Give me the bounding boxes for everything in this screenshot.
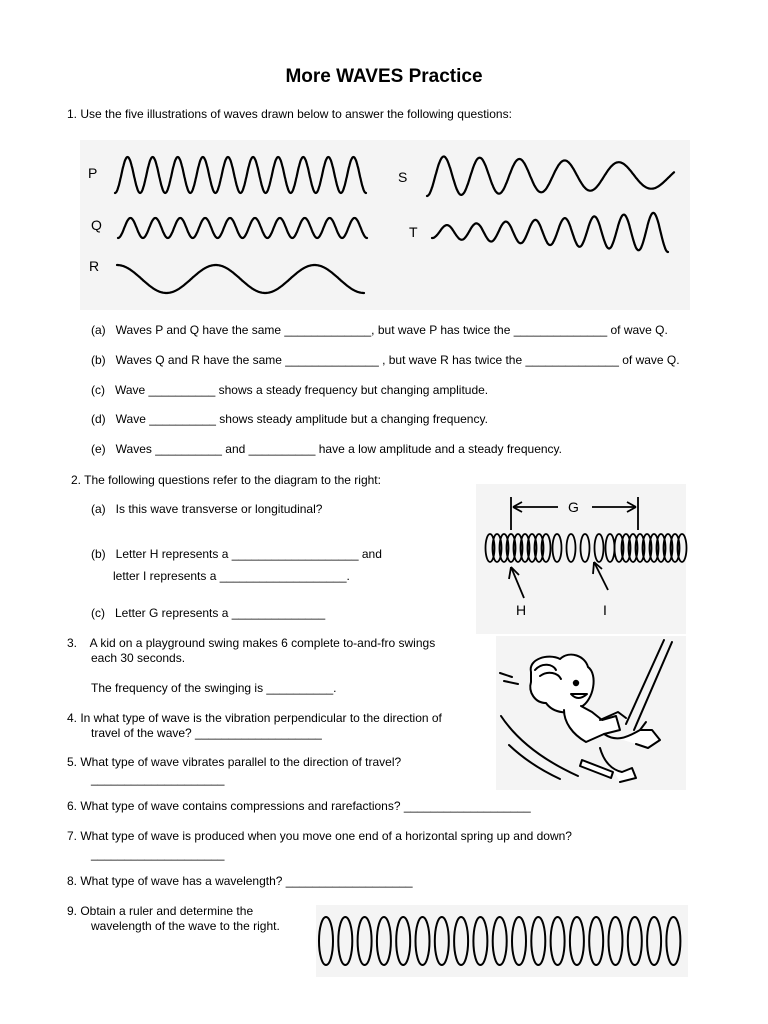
q8-line1: 8. What type of wave has a wavelength? ___________________ (67, 874, 413, 888)
q4-line2: travel of the wave? ___________________ (91, 726, 322, 740)
q1-part-c: (c) Wave __________ shows a steady frequency but changing amplitude. (91, 383, 489, 397)
coil-loop (570, 917, 584, 965)
wave-label-r: R (89, 258, 100, 274)
q5-line2: ____________________ (91, 772, 225, 786)
q3-line3: The frequency of the swinging is __________. (91, 681, 337, 695)
coil-loop (377, 917, 391, 965)
q3-line1: 3. A kid on a playground swing makes 6 complete to-and-fro swings (67, 636, 436, 650)
coil-loop (628, 917, 642, 965)
q1-part-e: (e) Waves __________ and __________ have a low amplitude and a steady frequency. (91, 442, 562, 456)
q2-intro: 2. The following questions refer to the diagram to the right: (71, 473, 381, 487)
q1-part-a: (a) Waves P and Q have the same _____________, but wave P has twice the ______________ of wave Q. (91, 323, 668, 337)
q2-part-b-line1: (b) Letter H represents a ___________________ and (91, 547, 382, 561)
wave-label-p: P (88, 165, 98, 181)
label-g: G (568, 499, 579, 515)
coil-loop (319, 917, 333, 965)
q9-line2: wavelength of the wave to the right. (91, 919, 280, 933)
page-title: More WAVES Practice (285, 66, 483, 87)
wave-label-q: Q (91, 217, 102, 233)
coil-loop (396, 917, 410, 965)
label-i: I (603, 602, 607, 618)
wave-label-t: T (409, 224, 418, 240)
wave-label-s: S (398, 169, 408, 185)
coil-loop (338, 917, 352, 965)
coil-loop (666, 917, 680, 965)
coil-loop (647, 917, 661, 965)
coil-loop (473, 917, 487, 965)
coil-loop (454, 917, 468, 965)
q2-part-b-line2: letter I represents a ___________________. (113, 569, 350, 583)
q6-line1: 6. What type of wave contains compressions and rarefactions? ___________________ (67, 799, 531, 813)
coil-loop (512, 917, 526, 965)
coil-loop (493, 917, 507, 965)
coil-loop (609, 917, 623, 965)
q1-intro: 1. Use the five illustrations of waves drawn below to answer the following questions: (67, 107, 512, 121)
bottom-coils (319, 917, 680, 965)
label-h: H (516, 602, 527, 618)
q1-part-b: (b) Waves Q and R have the same ______________ , but wave R has twice the ______________ of wave Q. (91, 353, 680, 367)
q7-line2: ____________________ (91, 847, 225, 861)
q2-part-a: (a) Is this wave transverse or longitudinal? (91, 502, 323, 516)
coil-loop (589, 917, 603, 965)
coil-loop (416, 917, 430, 965)
q2-part-c: (c) Letter G represents a ______________ (91, 606, 326, 620)
q4-line1: 4. In what type of wave is the vibration perpendicular to the direction of (67, 711, 442, 725)
q3-line2: each 30 seconds. (91, 651, 186, 665)
q1-part-d: (d) Wave __________ shows steady amplitude but a changing frequency. (91, 412, 488, 426)
coil-loop (358, 917, 372, 965)
q9-line1: 9. Obtain a ruler and determine the (67, 904, 254, 918)
coil-loop (551, 917, 565, 965)
coil-loop (531, 917, 545, 965)
q5-line1: 5. What type of wave vibrates parallel to the direction of travel? (67, 755, 402, 769)
coil-loop (435, 917, 449, 965)
q7-line1: 7. What type of wave is produced when you move one end of a horizontal spring up and down? (67, 829, 572, 843)
